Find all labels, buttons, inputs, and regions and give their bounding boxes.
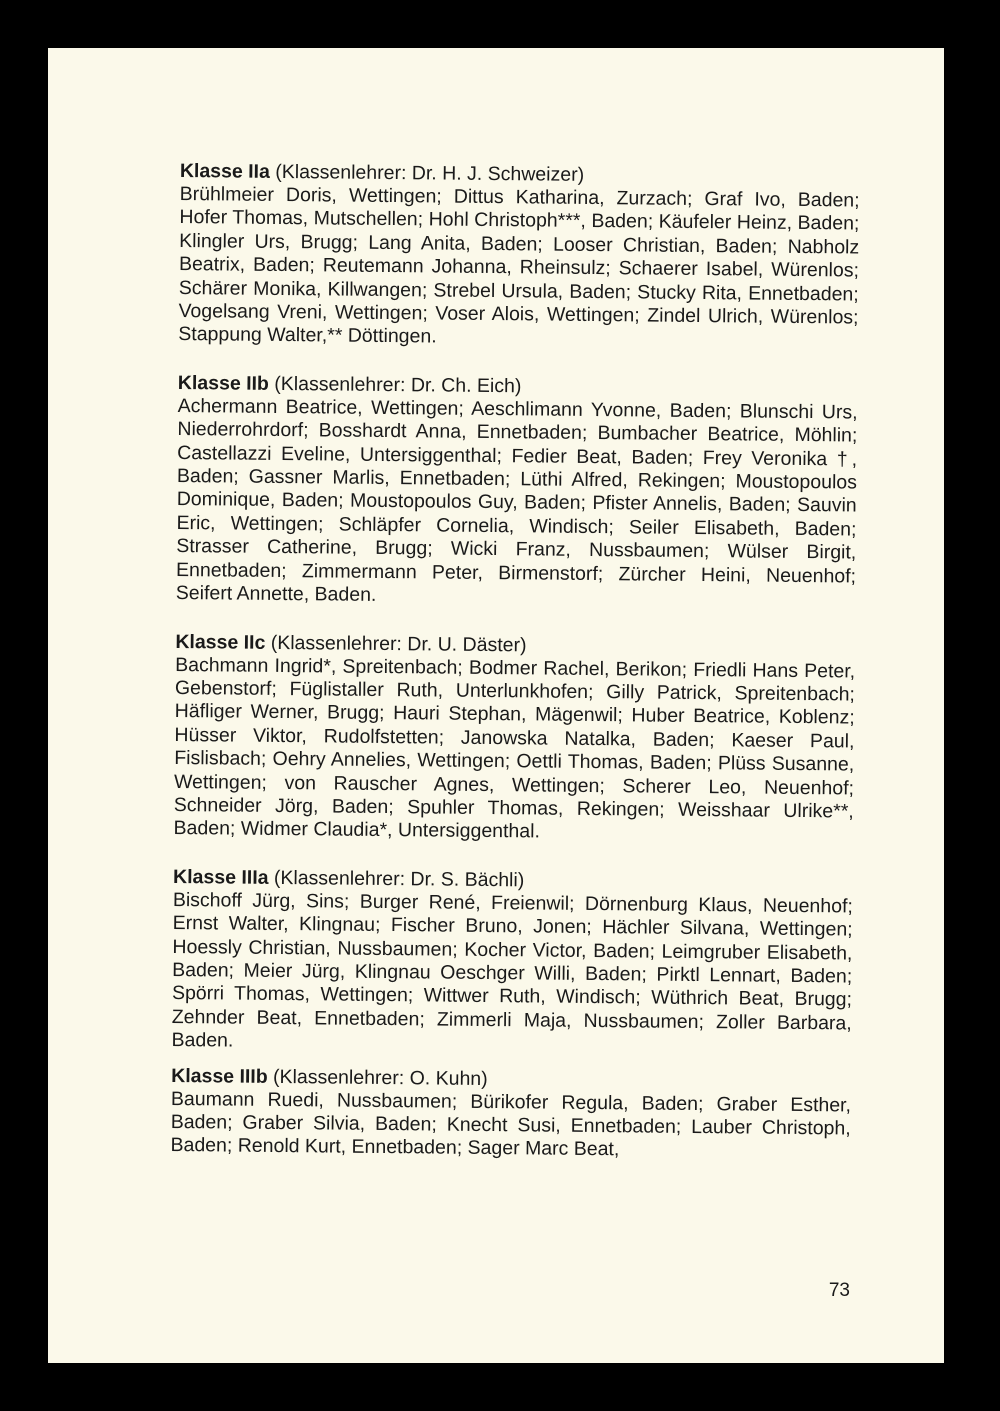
page-number: 73	[828, 1280, 850, 1301]
class-name: Klasse IIIa	[173, 865, 269, 889]
class-section-IIb	[176, 372, 858, 612]
class-section-IIc	[173, 630, 855, 847]
class-name: Klasse IIc	[175, 630, 266, 654]
student-list: Achermann Beatrice, Wettingen; Aeschlimann Yvonne, Baden; Blunschi Urs, Niederrohrdorf; Bosshardt Anna, Ennetbaden; Bumbacher Beatrice, Möhlin; Castellazzi Eveline, Untersiggenthal; Fedier Beat, Baden; Frey Veronika †, Baden; Gassner Marlis, Ennetbaden; Lüthi Alfred, Rekingen; Moustopoulos Dominique, Baden; Moustopoulos Guy, Baden; Pfister Annelis, Baden; Sauvin Eric, Wettingen; Schläpfer Cornelia, Windisch; Seiler Elisabeth, Baden; Strasser Catherine, Brugg; Wicki Franz, Nussbaumen; Wülser Birgit, Ennetbaden; Zimmermann Peter, Birmenstorf; Zürcher Heini, Neuenhof; Seifert Annette, Baden.	[175, 394, 858, 606]
class-name: Klasse IIIb	[171, 1064, 268, 1088]
class-list	[170, 160, 860, 1189]
class-name: Klasse IIb	[177, 371, 270, 395]
class-section-IIa	[178, 160, 860, 353]
class-teacher: (Klassenlehrer: Dr. H. J. Schweizer)	[275, 160, 585, 186]
class-teacher: (Klassenlehrer: Dr. S. Bächli)	[273, 866, 525, 892]
student-list: Brühlmeier Doris, Wettingen; Dittus Katharina, Zurzach; Graf Ivo, Baden; Hofer Thomas, Mutschellen; Hohl Christoph***, Baden; Käufeler Heinz, Baden; Klingler Urs, Brugg; Lang Anita, Baden; Looser Christian, Baden; Nabholz Beatrix, Baden; Reutemann Johanna, Rheinsulz; Schaerer Isabel, Würenlos; Schärer Monika, Killwangen; Strebel Ursula, Baden; Stucky Rita, Ennetbaden; Vogelsang Vreni, Wettingen; Voser Alois, Wettingen; Zindel Ulrich, Würenlos; Stappung Walter,** Döttingen.	[178, 182, 860, 348]
student-list: Bachmann Ingrid*, Spreitenbach; Bodmer Rachel, Berikon; Friedli Hans Peter, Gebenstorf; Füglistaller Ruth, Unterlunkhofen; Gilly Patrick, Spreitenbach; Häfliger Werner, Brugg; Hauri Stephan, Mägenwil; Huber Beatrice, Koblenz; Hüsser Viktor, Rudolfstetten; Janowska Natalka, Baden; Kaeser Paul, Fislisbach; Oehry Annelies, Wettingen; Oettli Thomas, Baden; Plüss Susanne, Wettingen; von Rauscher Agnes, Wettingen; Scherer Leo, Neuenhof; Schneider Jörg, Baden; Spuhler Thomas, Rekingen; Weisshaar Ulrike**, Baden; Widmer Claudia*, Untersiggenthal.	[173, 653, 856, 843]
document-page	[48, 48, 944, 1363]
class-name: Klasse IIa	[179, 160, 270, 183]
class-section-IIIa	[171, 866, 853, 1059]
class-section-IIIb	[170, 1065, 851, 1165]
student-list: Bischoff Jürg, Sins; Burger René, Freienwil; Dörnenburg Klaus, Neuenhof; Ernst Walter, Klingnau; Fischer Bruno, Jonen; Hächler Silvana, Wettingen; Hoessly Christian, Nussbaumen; Kocher Victor, Baden; Leimgruber Elisabeth, Baden; Meier Jürg, Klingnau Oeschger Willi, Baden; Pirktl Lennart, Baden; Spörri Thomas, Wettingen; Wittwer Ruth, Windisch; Wüthrich Beat, Brugg; Zehnder Beat, Ennetbaden; Zimmerli Maja, Nussbaumen; Zoller Barbara, Baden.	[171, 888, 853, 1052]
class-teacher: (Klassenlehrer: Dr. Ch. Eich)	[274, 372, 522, 398]
class-teacher: (Klassenlehrer: Dr. U. Däster)	[270, 631, 527, 656]
class-teacher: (Klassenlehrer: O. Kuhn)	[272, 1065, 488, 1090]
student-list: Baumann Ruedi, Nussbaumen; Bürikofer Regula, Baden; Graber Esther, Baden; Graber Silvia, Baden; Knecht Susi, Ennetbaden; Lauber Christoph, Baden; Renold Kurt, Ennetbaden; Sager Marc Beat,	[170, 1087, 852, 1161]
